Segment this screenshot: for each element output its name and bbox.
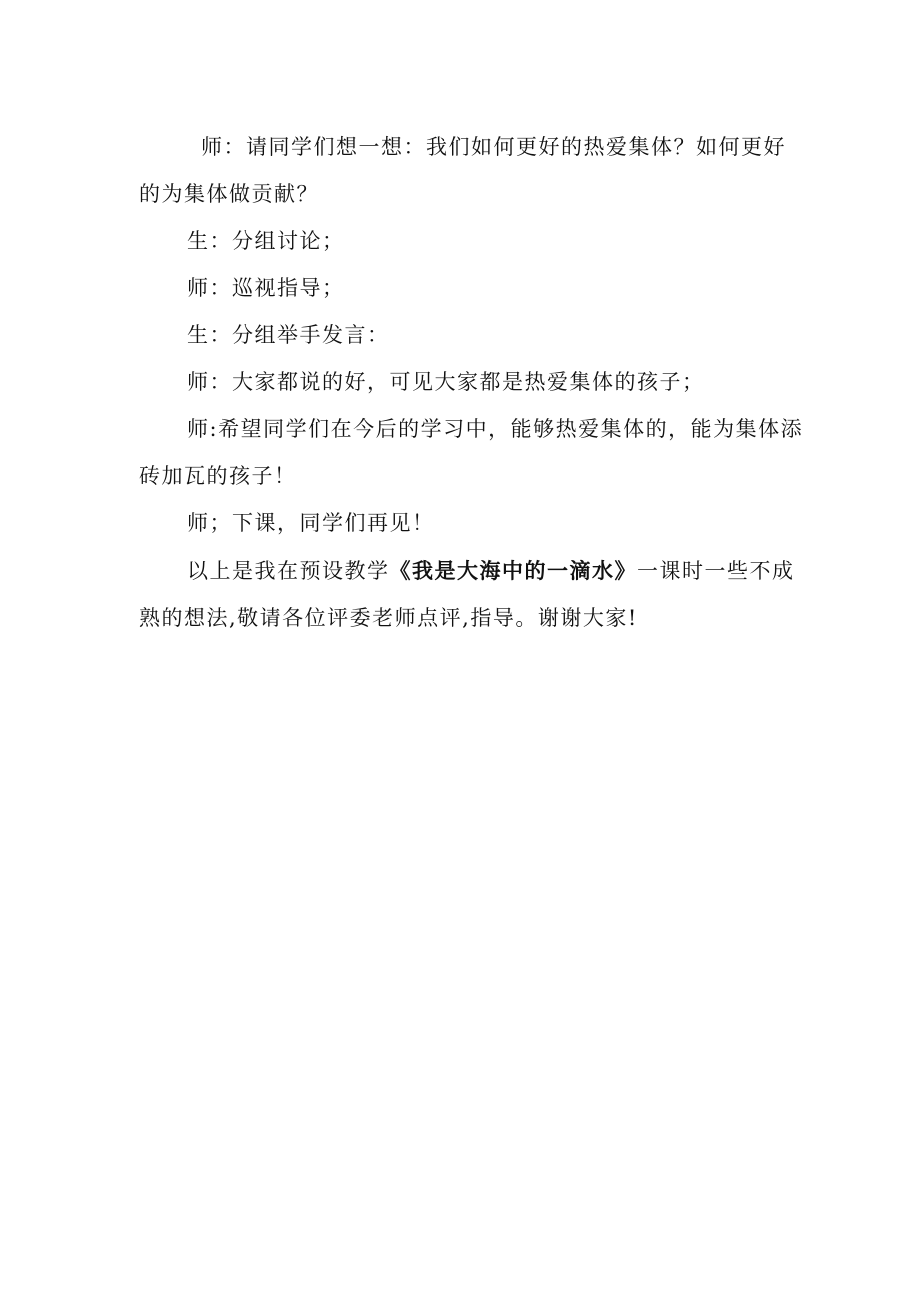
paragraph-teacher-praise [139,359,789,406]
paragraph-teacher-question [139,124,789,171]
paragraph-line: 师：大家都说的好，可见大家都是热爱集体的孩子； [187,370,705,394]
closing-prefix: 以上是我在预设教学 [187,559,390,583]
paragraph-line: 师：巡视指导； [187,276,345,300]
paragraph-line: 的为集体做贡献？ [139,182,319,206]
lesson-title: 《我是大海中的一滴水》 [389,558,637,583]
paragraph-line: 师:希望同学们在今后的学习中，能够热爱集体的，能为集体添 [187,417,804,441]
paragraph-line: 砖加瓦的孩子！ [139,464,297,488]
paragraph-line: 熟的想法,敬请各位评委老师点评,指导。谢谢大家! [139,606,638,630]
paragraph-closing-continued [139,595,789,642]
document-body [139,124,804,642]
paragraph-line: 师：请同学们想一想：我们如何更好的热爱集体？如何更好 [201,135,786,159]
paragraph-teacher-hope [139,406,804,453]
paragraph-closing [139,547,795,595]
closing-suffix: 一课时一些不成 [637,559,795,583]
paragraph-class-dismissed [139,500,789,547]
paragraph-line: 师；下课，同学们再见！ [187,511,435,535]
paragraph-teacher-question-continued [139,171,789,218]
paragraph-line: 生：分组讨论； [187,229,345,253]
paragraph-teacher-hope-continued [139,453,789,500]
paragraph-teacher-guidance [139,265,789,312]
paragraph-line: 生：分组举手发言： [187,323,390,347]
paragraph-student-discussion [139,218,789,265]
paragraph-student-speech [139,312,789,359]
